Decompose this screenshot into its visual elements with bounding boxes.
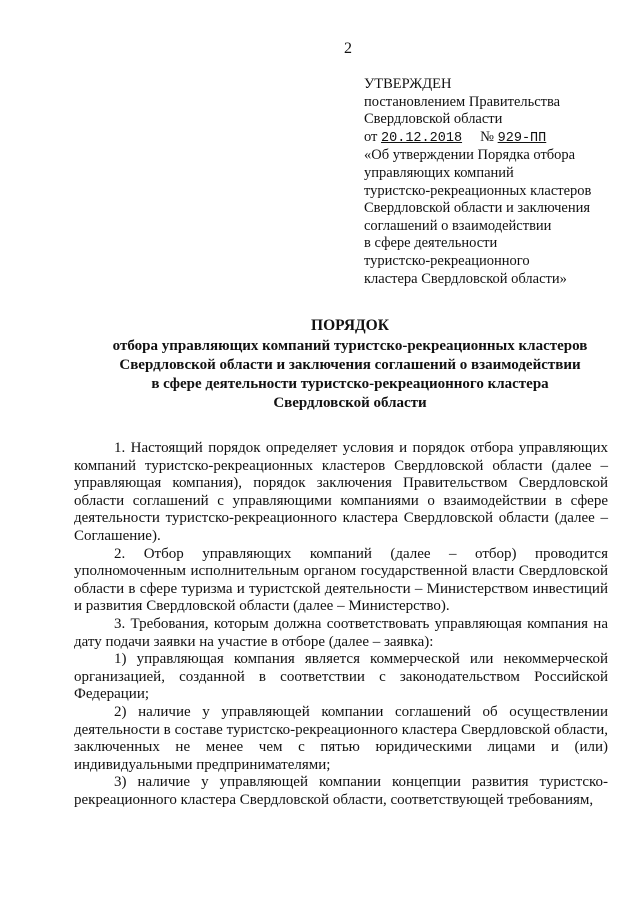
approval-subject-line: кластера Свердловской области» (364, 270, 567, 287)
approval-subject-line: «Об утверждении Порядка отбора (364, 147, 576, 164)
paragraph-1: 1. Настоящий порядок определяет условия и порядок отбора управляющих компаний туристско-рекреационных кластеров Свердловской области (далее – управляющая компания), порядок заключения Правительством Свердловской области соглашений с управляющими компаниями о взаимодействии в сфере деятельности туристско-рекреационного кластера Свердловской области (далее – Соглашение). (74, 440, 608, 544)
approval-subject-line: туристско-рекреационных кластеров (364, 182, 592, 199)
approval-number: 929-ПП (497, 130, 547, 146)
document-subtitle-line: Свердловской области и заключения соглашений о взаимодействии (119, 357, 581, 373)
document-body (74, 440, 608, 809)
requirement-3: 3) наличие у управляющей компании концепции развития туристско-рекреационного кластера Свердловской области, соответствующей требованиям, (74, 774, 608, 808)
document-subtitle-line: Свердловской области (273, 395, 427, 411)
document-heading: ПОРЯДОК (311, 317, 389, 334)
document-title-block (70, 316, 630, 413)
approval-subject-line: туристско-рекреационного (364, 252, 530, 269)
approval-stamp-block (364, 76, 624, 288)
approval-title: УТВЕРЖДЕН (364, 76, 452, 92)
approval-line: постановлением Правительства (364, 93, 561, 110)
paragraph-3: 3. Требования, которым должна соответствовать управляющая компания на дату подачи заявки на участие в отборе (далее – заявка): (74, 615, 608, 650)
approval-date-line (364, 129, 624, 148)
requirement-1: 1) управляющая компания является коммерческой или некоммерческой организацией, созданной в соответствии с законодательством Российской Федерации; (74, 651, 608, 703)
approval-subject-line: управляющих компаний (364, 164, 514, 181)
page-number: 2 (344, 40, 352, 57)
approval-line: Свердловской области (364, 111, 503, 128)
date-prefix: от (364, 128, 378, 145)
approval-date: 20.12.2018 (381, 130, 463, 146)
document-subtitle-line: отбора управляющих компаний туристско-рекреационных кластеров (112, 338, 588, 354)
document-subtitle-line: в сфере деятельности туристско-рекреационного кластера (151, 376, 549, 392)
approval-subject-line: Свердловской области и заключения (364, 200, 591, 217)
approval-subject-line: в сфере деятельности (364, 235, 498, 252)
requirement-2: 2) наличие у управляющей компании соглашений об осуществлении деятельности в составе туристско-рекреационного кластера Свердловской области, заключенных не менее чем с пятью юридическими лицами и (или) индивидуальными предпринимателями; (74, 703, 608, 773)
number-prefix: № (480, 128, 495, 145)
approval-subject-line: соглашений о взаимодействии (364, 217, 552, 234)
paragraph-2: 2. Отбор управляющих компаний (далее – отбор) проводится уполномоченным исполнительным органом государственной власти Свердловской области в сфере туризма и туристской деятельности – Министерством инвестиций и развития Свердловской области (далее – Министерство). (74, 545, 608, 615)
